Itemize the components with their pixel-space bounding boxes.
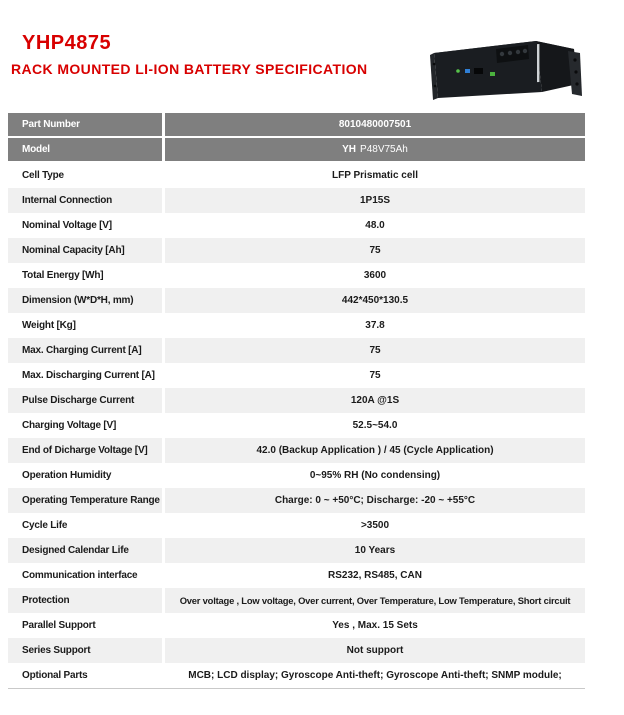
- row-label: Designed Calendar Life: [8, 538, 162, 563]
- row-label: Parallel Support: [22, 620, 96, 631]
- table-row-nominal-voltage: [8, 213, 585, 238]
- row-value: MCB; LCD display; Gyroscope Anti-theft; Gyroscope Anti-theft; SNMP module;: [188, 670, 562, 681]
- table-row-operating-temperature-range: [8, 488, 585, 513]
- row-value: Charge: 0 ~ +50°C; Discharge: -20 ~ +55°C: [165, 488, 585, 513]
- row-value: 0~95% RH (No condensing): [309, 470, 441, 481]
- row-label: End of Dicharge Voltage [V]: [8, 438, 162, 463]
- row-value: Yes , Max. 15 Sets: [332, 620, 418, 631]
- row-value: 120A @1S: [165, 388, 585, 413]
- row-value: 37.8: [365, 320, 385, 331]
- table-row-max-charging-current: [8, 338, 585, 363]
- row-label: Operation Humidity: [22, 470, 112, 481]
- table-row-designed-calendar-life: [8, 538, 585, 563]
- row-value: RS232, RS485, CAN: [328, 570, 422, 581]
- table-row-operation-humidity: [8, 463, 585, 488]
- row-label: Cell Type: [22, 170, 64, 181]
- row-value: >3500: [360, 520, 390, 531]
- table-row-model: [8, 138, 585, 161]
- table-row-pulse-discharge-current: [8, 388, 585, 413]
- page-title: YHP4875: [22, 32, 112, 54]
- row-value: 8010480007501: [165, 113, 585, 136]
- table-row-communication-interface: [8, 563, 585, 588]
- spec-table: [8, 113, 585, 689]
- model-prefix: YH: [342, 144, 357, 155]
- row-label: Dimension (W*D*H, mm): [8, 288, 162, 313]
- table-row-total-energy: [8, 263, 585, 288]
- table-row-protection: [8, 588, 585, 613]
- table-row-optional-parts: [8, 663, 585, 688]
- row-value: 10 Years: [165, 538, 585, 563]
- row-value: 442*450*130.5: [165, 288, 585, 313]
- row-value: Over voltage , Low voltage, Over current, Over Temperature, Low Temperature, Short circuit: [165, 588, 585, 613]
- table-row-weight: [8, 313, 585, 338]
- model-suffix: P48V75Ah: [360, 144, 408, 155]
- row-label: Charging Voltage [V]: [22, 420, 117, 431]
- table-row-cycle-life: [8, 513, 585, 538]
- row-label: Cycle Life: [22, 520, 68, 531]
- row-value: 75: [369, 370, 381, 381]
- row-label: Optional Parts: [22, 670, 88, 681]
- table-row-part-number: [8, 113, 585, 136]
- table-row-end-of-discharge-voltage: [8, 438, 585, 463]
- table-row-series-support: [8, 638, 585, 663]
- row-value: 75: [165, 238, 585, 263]
- row-value: Not support: [165, 638, 585, 663]
- table-row-parallel-support: [8, 613, 585, 638]
- table-row-nominal-capacity: [8, 238, 585, 263]
- table-row-max-discharging-current: [8, 363, 585, 388]
- row-label: Part Number: [8, 113, 162, 136]
- row-label: Total Energy [Wh]: [22, 270, 104, 281]
- battery-product-image: [424, 22, 584, 104]
- row-label: Nominal Voltage [V]: [22, 220, 112, 231]
- row-label: Model: [8, 138, 162, 161]
- page-subtitle: RACK MOUNTED LI-ION BATTERY SPECIFICATION: [11, 61, 368, 77]
- row-label: Weight [Kg]: [22, 320, 76, 331]
- row-value: [165, 138, 585, 161]
- rack-battery-illustration: [424, 22, 584, 104]
- row-value: 52.5~54.0: [352, 420, 398, 431]
- table-row-cell-type: [8, 163, 585, 188]
- table-row-dimension: [8, 288, 585, 313]
- row-value: LFP Prismatic cell: [332, 170, 418, 181]
- row-label: Operating Temperature Range: [8, 488, 162, 513]
- row-value: 42.0 (Backup Application ) / 45 (Cycle Application): [165, 438, 585, 463]
- row-label: Max. Discharging Current [A]: [22, 370, 155, 381]
- row-value: 48.0: [365, 220, 385, 231]
- table-row-charging-voltage: [8, 413, 585, 438]
- row-value: 75: [165, 338, 585, 363]
- row-label: Max. Charging Current [A]: [8, 338, 162, 363]
- table-row-internal-connection: [8, 188, 585, 213]
- row-label: Pulse Discharge Current: [8, 388, 162, 413]
- row-label: Communication interface: [22, 570, 138, 581]
- row-value: 3600: [363, 270, 387, 281]
- row-label: Protection: [8, 588, 162, 613]
- row-label: Series Support: [8, 638, 162, 663]
- row-label: Nominal Capacity [Ah]: [8, 238, 162, 263]
- row-value: 1P15S: [165, 188, 585, 213]
- row-label: Internal Connection: [8, 188, 162, 213]
